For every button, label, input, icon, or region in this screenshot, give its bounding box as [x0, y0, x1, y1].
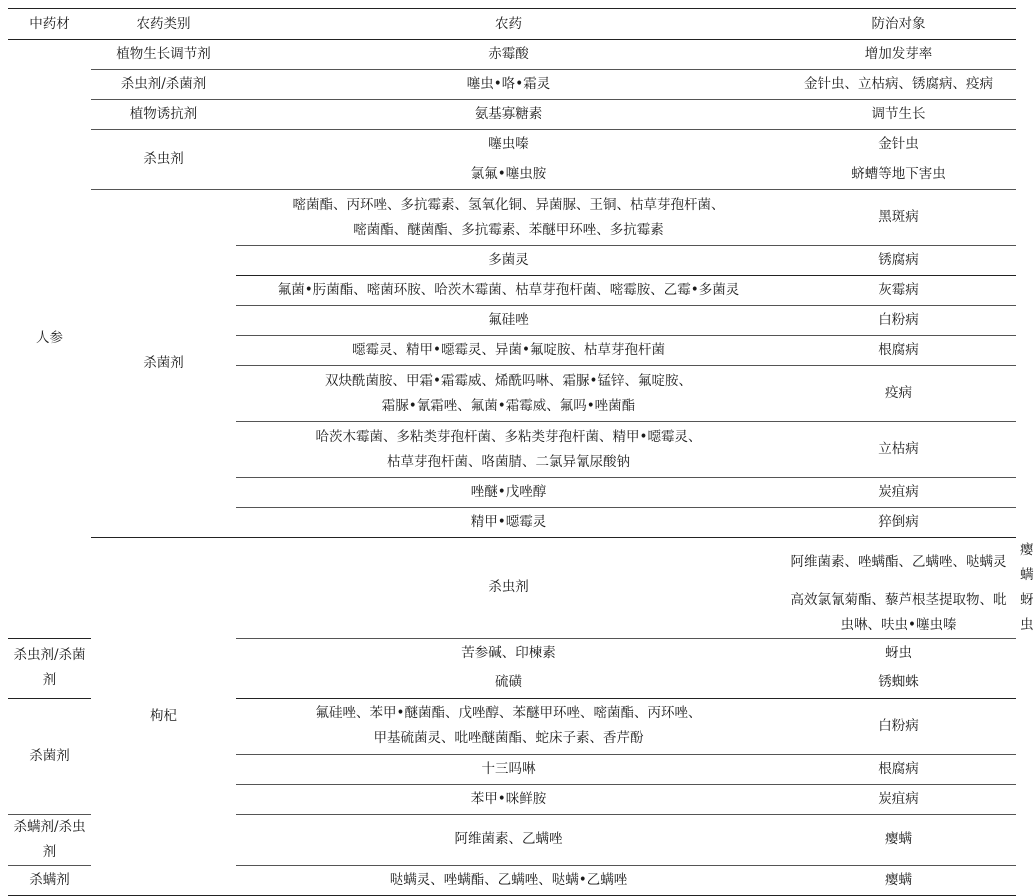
pesticide-cell: 氨基寡糖素: [236, 100, 781, 130]
pesticide-line: 霜脲•氰霜唑、氟菌•霜霉威、氟吗•唑菌酯: [381, 397, 636, 414]
pesticide-cell: 多菌灵: [236, 246, 781, 276]
category-cell: 植物生长调节剂: [91, 40, 236, 70]
pesticide-cell: 唑醚•戊唑醇: [236, 478, 781, 508]
pesticide-cell: 噻虫嗪: [488, 136, 529, 153]
pesticide-cell: 高效氯氰菊酯、藜芦根茎提取物、吡虫啉、呋虫•噻虫嗪: [781, 588, 1016, 639]
category-cell: 杀虫剂: [236, 538, 781, 639]
pesticide-line: 嘧菌酯、醚菌酯、多抗霉素、苯醚甲环唑、多抗霉素: [353, 221, 664, 238]
category-cell: 杀菌剂: [8, 698, 91, 814]
target-cell: 猝倒病: [781, 508, 1016, 538]
table-row: 高效氯氰菊酯、藜芦根茎提取物、吡虫啉、呋虫•噻虫嗪 蚜虫: [8, 588, 1016, 639]
pesticide-cell: [236, 698, 781, 754]
pesticide-line: 氟硅唑、苯甲•醚菌酯、戊唑醇、苯醚甲环唑、嘧菌酯、丙环唑、: [315, 705, 702, 721]
pesticide-line: 嘧菌酯、丙环唑、多抗霉素、氢氧化铜、异菌脲、王铜、枯草芽孢杆菌、: [292, 196, 725, 213]
pesticide-cell: 氯氟•噻虫胺: [236, 160, 781, 190]
category-cell: 杀螨剂/杀虫剂: [8, 814, 91, 865]
table-row: [8, 40, 1016, 70]
header-target: 防治对象: [781, 9, 1016, 40]
pesticide-line: 枯草芽孢杆菌、咯菌腈、二氯异氰尿酸钠: [387, 453, 630, 470]
target-cell: 蛴螬等地下害虫: [781, 160, 1016, 190]
table-row: [8, 100, 1016, 130]
target-cell: 白粉病: [781, 306, 1016, 336]
header-crop: 中药材: [8, 9, 91, 40]
target-cell: 根腐病: [781, 754, 1016, 784]
pesticide-cell: 苯甲•咪鲜胺: [236, 784, 781, 814]
pesticide-cell: 哒螨灵、唑螨酯、乙螨唑、哒螨•乙螨唑: [236, 865, 781, 895]
pesticide-cell: 精甲•噁霉灵: [236, 508, 781, 538]
category-cell: 杀虫剂/杀菌剂: [91, 70, 236, 100]
target-cell: 黑斑病: [781, 190, 1016, 246]
pesticide-cell: 阿维菌素、唑螨酯、乙螨唑、哒螨灵: [790, 554, 1007, 571]
target-cell: 灰霉病: [781, 276, 1016, 306]
target-cell: 瘿螨: [781, 865, 1016, 895]
pesticide-cell: [236, 422, 781, 478]
target-cell: 金针虫、立枯病、锈腐病、疫病: [781, 70, 1016, 100]
category-cell: 杀虫剂: [91, 130, 236, 190]
pesticide-cell: 赤霉酸: [236, 40, 781, 70]
target-cell: 蚜虫: [885, 644, 912, 661]
pesticide-line: 双炔酰菌胺、甲霜•霜霉威、烯酰吗啉、霜脲•锰锌、氟啶胺、: [325, 372, 692, 389]
target-cell: 锈腐病: [781, 246, 1016, 276]
pesticide-cell: 十三吗啉: [236, 754, 781, 784]
pesticide-line: 甲基硫菌灵、吡唑醚菌酯、蛇床子素、香芹酚: [373, 730, 644, 746]
pesticide-line: 哈茨木霉菌、多粘类芽孢杆菌、多粘类芽孢杆菌、精甲•噁霉灵、: [315, 428, 702, 445]
table-row: [8, 190, 1016, 246]
crop-cell: 枸杞: [91, 538, 236, 896]
header-pesticide: 农药: [236, 9, 781, 40]
target-cell: 调节生长: [781, 100, 1016, 130]
pesticide-cell: 噻虫•咯•霜灵: [236, 70, 781, 100]
table-row: 枸杞 杀虫剂 阿维菌素、唑螨酯、乙螨唑、哒螨灵 瘿螨: [8, 538, 1016, 588]
target-cell: 炭疽病: [781, 478, 1016, 508]
category-cell: 杀菌剂: [91, 190, 236, 538]
crop-cell: 人参: [8, 40, 91, 639]
pesticide-cell: 硫磺: [236, 668, 781, 698]
target-cell: 锈蜘蛛: [781, 668, 1016, 698]
pesticide-cell: 噁霉灵、精甲•噁霉灵、异菌•氟啶胺、枯草芽孢杆菌: [236, 336, 781, 366]
pesticide-cell: [236, 366, 781, 422]
category-cell: 杀螨剂: [8, 865, 91, 895]
pesticide-cell: 阿维菌素、乙螨唑: [236, 814, 781, 865]
table-row: [8, 70, 1016, 100]
header-row: [8, 9, 1016, 40]
category-cell: 杀虫剂/杀菌剂: [8, 638, 91, 698]
target-cell: 增加发芽率: [781, 40, 1016, 70]
target-cell: 瘿螨: [781, 814, 1016, 865]
pesticide-table: [8, 8, 1034, 896]
target-cell: 白粉病: [781, 698, 1016, 754]
target-cell: 金针虫: [878, 136, 919, 153]
table-row: [8, 130, 1016, 160]
target-cell: 疫病: [781, 366, 1016, 422]
target-cell: 根腐病: [781, 336, 1016, 366]
target-cell: 炭疽病: [781, 784, 1016, 814]
pesticide-cell: 氟菌•肟菌酯、嘧菌环胺、哈茨木霉菌、枯草芽孢杆菌、嘧霉胺、乙霉•多菌灵: [236, 276, 781, 306]
pesticide-cell: 氟硅唑: [236, 306, 781, 336]
target-cell: 立枯病: [781, 422, 1016, 478]
pesticide-cell: [236, 190, 781, 246]
header-category: 农药类别: [91, 9, 236, 40]
category-cell: 植物诱抗剂: [91, 100, 236, 130]
pesticide-cell: 苦参碱、印楝素: [461, 644, 556, 661]
